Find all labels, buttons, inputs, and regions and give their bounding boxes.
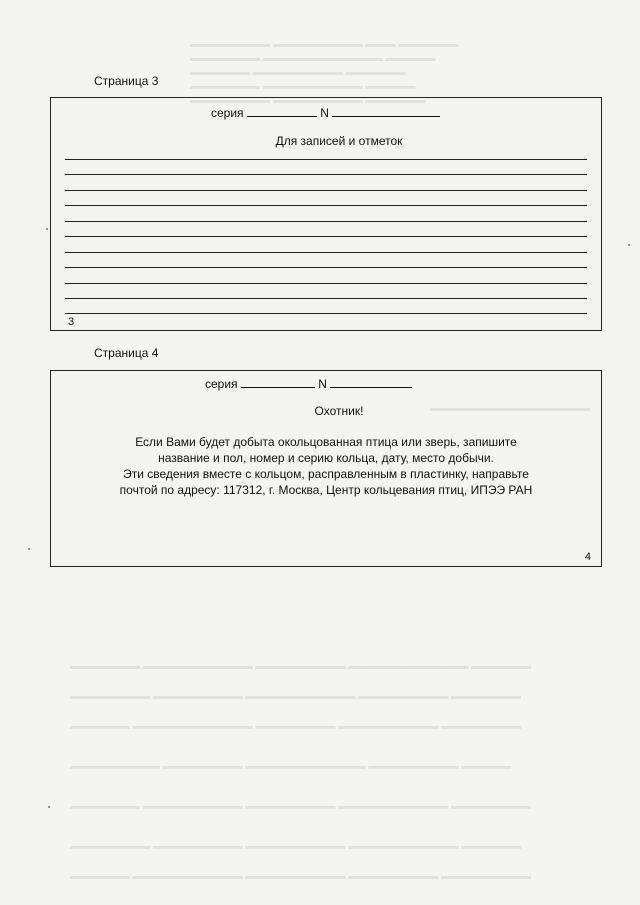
notice-line: почтой по адресу: 117312, г. Москва, Центр кольцевания птиц, ИПЭЭ РАН <box>119 483 533 497</box>
serial-blank[interactable] <box>247 105 317 117</box>
serial-label: серия <box>205 377 238 391</box>
record-line[interactable] <box>65 236 587 237</box>
number-blank[interactable] <box>332 105 440 117</box>
page-4-number: 4 <box>584 551 591 563</box>
number-label: N <box>318 377 327 391</box>
record-line[interactable] <box>65 298 587 299</box>
notice-line: Эти сведения вместе с кольцом, расправленным в пластинку, направьте <box>123 467 529 481</box>
record-line[interactable] <box>65 159 587 160</box>
notice-line: название и пол, номер и серию кольца, дату, место добычи. <box>158 451 494 465</box>
serial-label: серия <box>211 106 244 120</box>
record-line[interactable] <box>65 267 587 268</box>
record-line[interactable] <box>65 252 587 253</box>
page-3-label: Страница 3 <box>94 74 159 88</box>
record-line[interactable] <box>65 205 587 206</box>
greeting: Охотник! <box>314 404 364 418</box>
record-line[interactable] <box>65 221 587 222</box>
number-label: N <box>320 106 329 120</box>
page-4-label: Страница 4 <box>94 346 159 360</box>
page-4-card <box>50 370 602 567</box>
record-line[interactable] <box>65 190 587 191</box>
page-3-serial-row <box>211 105 440 120</box>
record-line[interactable] <box>65 174 587 175</box>
page-4-serial-row <box>205 376 412 391</box>
page-3-heading: Для записей и отметок <box>275 134 403 148</box>
number-blank[interactable] <box>330 376 412 388</box>
page-3-number: 3 <box>68 316 75 328</box>
record-line[interactable] <box>65 283 587 284</box>
serial-blank[interactable] <box>241 376 315 388</box>
page-3-card <box>50 97 602 331</box>
notice-line: Если Вами будет добыта окольцованная птица или зверь, запишите <box>135 435 517 449</box>
record-line[interactable] <box>65 313 587 314</box>
